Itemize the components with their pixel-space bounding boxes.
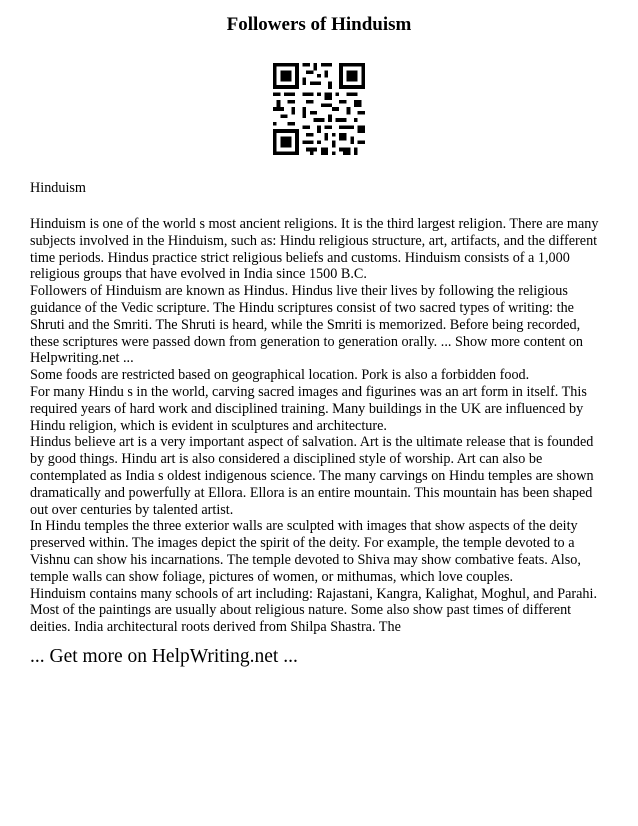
paragraph: Hindus believe art is a very important aspect of salvation. Art is the ultimate release that is founded by good things. Hindu art is also considered a disciplined style of worship. Art can also be contemplated as India s oldest indigenous science. The many carvings on Hindu temples are shown dramatically and powerfully at Ellora. Ellora is an entire mountain. This mountain has been shaped out over centuries by talented artist.: [30, 434, 594, 518]
paragraph: In Hindu temples the three exterior walls are sculpted with images that show aspects of the deity preserved within. The images depict the spirit of the deity. For example, the temple devoted to a Vishnu can show his incarnations. The temple devoted to Shiva may show combative feats. Also, temple walls can show foliage, pictures of women, or mithumas, which love couples.: [30, 518, 581, 585]
page-title: Followers of Hinduism: [226, 14, 412, 35]
paragraph: Hinduism contains many schools of art including: Rajastani, Kangra, Kalighat, Moghul, and Parahi. Most of the paintings are usually about religious nature. Some also show past times of different deities. India architectural roots derived from Shilpa Shastra. The: [30, 585, 598, 636]
body-text: [30, 216, 610, 636]
section-heading: Hinduism: [30, 180, 86, 196]
paragraph: Some foods are restricted based on geographical location. Pork is also a forbidden food.: [30, 367, 530, 384]
paragraph: Hinduism is one of the world s most ancient religions. It is the third largest religion. There are many subjects involved in the Hinduism, such as: Hindu religious structure, art, artifacts, and the different time periods. Hindus practice strict religious beliefs and customs. Hinduism consists of a 1,000 religious groups that have evolved in India since 1500 B.C.: [30, 216, 599, 283]
qr-code-icon: [273, 63, 365, 155]
get-more-link[interactable]: ... Get more on HelpWriting.net ...: [30, 646, 298, 667]
paragraph: For many Hindu s in the world, carving sacred images and figurines was an art form in itself. This required years of hard work and disciplined training. Many buildings in the UK are influenced by Hindu religion, which is evident in sculptures and architecture.: [30, 383, 587, 434]
paragraph: Followers of Hinduism are known as Hindus. Hindus live their lives by following the religious guidance of the Vedic scripture. The Hindu scriptures consist of two sacred types of writing: the Shruti and the Smriti. The Shruti is heard, while the Smriti is memorized. Before being recorded, these scriptures were passed down from generation to generation orally. ... Show more content on Helpwriting.net ...: [30, 283, 584, 367]
